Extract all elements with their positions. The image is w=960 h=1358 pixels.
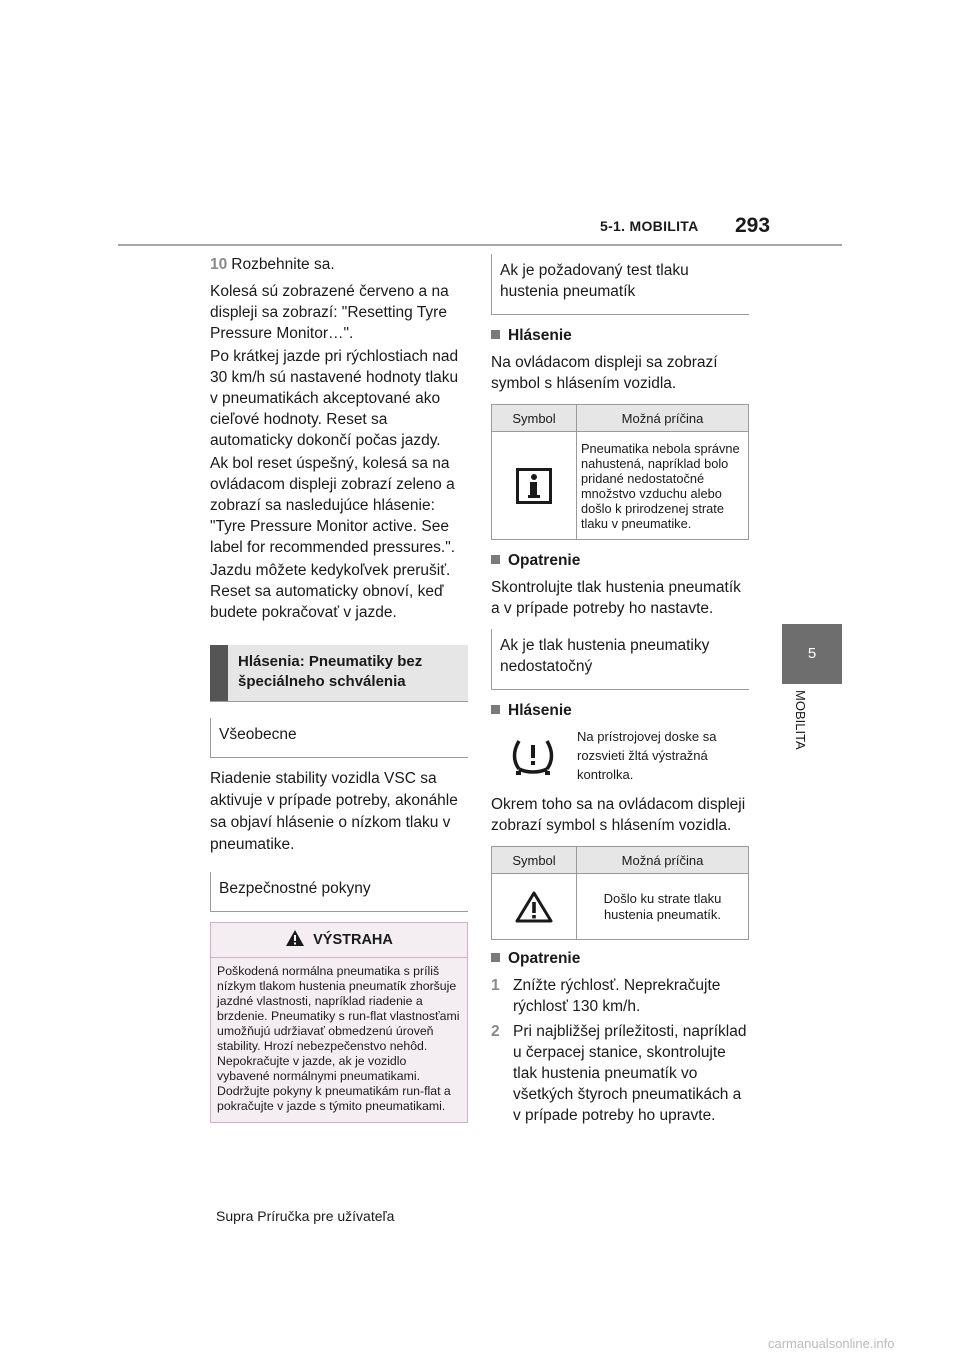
- table-header-cause: Možná príčina: [577, 405, 749, 432]
- lamp-text: Na prístrojovej doske sa rozsvieti žltá výstražná kontrolka.: [577, 729, 717, 782]
- cause-cell: Pneumatika nebola správne nahustená, napríklad bolo pridané nedostatočné množstvo vzduchu alebo došlo k prirodzenej strate tlaku v pneumatike.: [577, 432, 749, 540]
- watermark: carmanualsonline.info: [768, 1336, 895, 1351]
- step-text: Znížte rýchlosť. Neprekračujte rýchlosť 130 km/h.: [513, 977, 721, 1015]
- symbol-cell: [492, 432, 577, 540]
- header-rule: [118, 244, 842, 246]
- footer-text: Supra Príručka pre užívateľa: [216, 1208, 395, 1224]
- bullet-square: [491, 555, 500, 564]
- paragraph: Po krátkej jazde pri rýchlostiach nad 30 km/h sú nastavené hodnoty tlaku v pneumatikách akceptované ako cieľové hodnoty. Reset sa automaticky dokončí počas jazdy.: [210, 348, 459, 449]
- paragraph: Jazdu môžete kedykoľvek prerušiť. Reset sa automaticky obnoví, keď budete pokračovať v jazde.: [210, 562, 451, 621]
- message-heading: Hlásenie: [491, 325, 749, 346]
- symbol-table: [491, 846, 749, 940]
- step-1: [491, 975, 749, 1017]
- step-10: [210, 254, 468, 275]
- bullet-square: [491, 705, 500, 714]
- paragraph: Ak bol reset úspešný, kolesá sa na ovládacom displeji zobrazí zeleno a zobrazí sa nasledujúce hlásenie: "Tyre Pressure Monitor active. See label for recommended pressures.".: [210, 455, 456, 556]
- tire-pressure-warning-icon: [491, 737, 577, 775]
- table-header-symbol: Symbol: [492, 847, 577, 874]
- paragraph: Kolesá sú zobrazené červeno a na displeji sa zobrazí: "Resetting Tyre Pressure Monitor…".: [210, 283, 449, 342]
- warning-title: VÝSTRAHA: [313, 932, 393, 948]
- subsection-heading: Bezpečnostné pokyny: [210, 872, 468, 912]
- warning-box: [210, 922, 468, 1123]
- page-number: 293: [735, 214, 771, 237]
- cause-cell: Došlo ku strate tlaku hustenia pneumatík.: [577, 874, 749, 940]
- table-header-symbol: Symbol: [492, 405, 577, 432]
- step-number: 2: [491, 1023, 500, 1040]
- paragraph: Na ovládacom displeji sa zobrazí symbol s hlásením vozidla.: [491, 354, 718, 392]
- paragraph: Riadenie stability vozidla VSC sa aktivuje v prípade potreby, akonáhle sa objaví hlásenie o nízkom tlaku v pneumatike.: [210, 770, 458, 853]
- section-box-title: Hlásenia: Pneumatiky bez špeciálneho schválenia: [210, 645, 468, 702]
- measure-heading: Opatrenie: [491, 948, 749, 969]
- step-text: Rozbehnite sa.: [231, 256, 335, 273]
- warning-header: [211, 923, 467, 958]
- section-title: 5-1. MOBILITA: [600, 218, 699, 234]
- step-number: 1: [491, 977, 500, 994]
- lamp-row: [491, 727, 749, 784]
- paragraph: Skontrolujte tlak hustenia pneumatík a v prípade potreby ho nastavte.: [491, 579, 741, 617]
- step-2: [491, 1021, 749, 1126]
- bullet-square: [491, 330, 500, 339]
- step-number: 10: [210, 256, 228, 273]
- warning-triangle-icon: [515, 891, 553, 923]
- chapter-name: MOBILITA: [793, 690, 808, 750]
- chapter-tab: 5: [782, 624, 842, 684]
- warning-triangle-icon: [285, 929, 305, 947]
- message-heading: Hlásenie: [491, 700, 749, 721]
- section-heading: Ak je tlak hustenia pneumatiky nedostatočný: [491, 629, 749, 690]
- section-heading: Ak je požadovaný test tlaku hustenia pneumatík: [491, 254, 749, 315]
- subsection-heading: Všeobecne: [210, 718, 468, 758]
- bullet-square: [491, 953, 500, 962]
- warning-text: Poškodená normálna pneumatika s príliš nízkym tlakom hustenia pneumatík zhoršuje jazdné vlastnosti, napríklad riadenie a brzdenie. Pneumatiky s run-flat vlastnosťami umožňujú udržiavať obmedzenú úroveň stability. Hrozí nebezpečenstvo nehôd. Nepokračujte v jazde, ak je vozidlo vybavené normálnymi pneumatikami. Dodržujte pokyny k pneumatikám run-flat a pokračujte v jazde s týmito pneumatikami.: [217, 964, 460, 1113]
- measure-heading: Opatrenie: [491, 550, 749, 571]
- symbol-cell: [492, 874, 577, 940]
- paragraph: Okrem toho sa na ovládacom displeji zobrazí symbol s hlásením vozidla.: [491, 796, 746, 834]
- symbol-table: [491, 404, 749, 540]
- info-icon: [516, 468, 552, 504]
- table-header-cause: Možná príčina: [577, 847, 749, 874]
- right-column: [491, 254, 749, 1126]
- left-column: [210, 254, 468, 1123]
- step-text: Pri najbližšej príležitosti, napríklad u čerpacej stanice, skontrolujte tlak hustenia pneumatík vo všetkých štyroch pneumatikách a v prípade potreby ho upravte.: [513, 1023, 747, 1124]
